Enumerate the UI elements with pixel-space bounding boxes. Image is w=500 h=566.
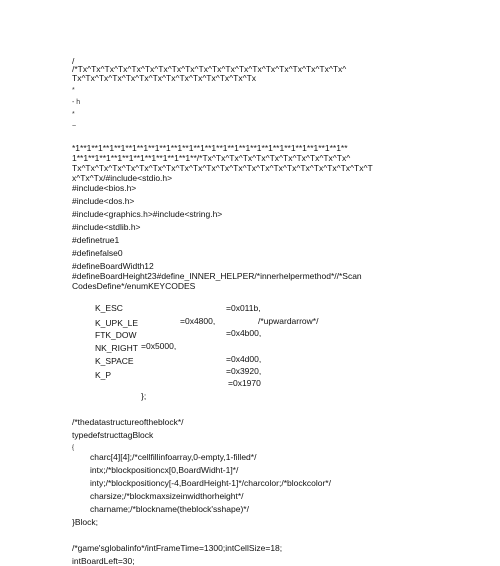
struct-field-size: charsize;/*blockmaxsizeinwidthorheight*/: [90, 491, 244, 501]
struct-field-name: charname;/*blockname(theblock'sshape)*/: [90, 504, 249, 514]
stars-line-1: *1**1**1**1**1**1**1**1**1**1**1**1**1**1**1**1**1**1**1**1**1**1**1**1**: [72, 143, 348, 153]
include-dos: #include<dos.h>: [72, 196, 135, 206]
enum-k-p-value: =0x3920,: [226, 366, 262, 376]
enum-k-space-value: =0x4d00,: [226, 354, 262, 364]
struct-field-y: inty;/*blockpositioncy[-4,BoardHeight-1]*/charcolor;/*blockcolor*/: [90, 478, 331, 488]
define-boardwidth: #defineBoardWidth12: [72, 261, 154, 271]
stars-line-3: Tx^Tx^Tx^Tx^Tx^Tx^Tx^Tx^Tx^Tx^Tx^Tx^Tx^Tx^Tx^Tx^Tx^Tx^Tx^Tx^Tx^Tx^T: [72, 163, 373, 173]
struct-field-x: intx;/*blockpositioncx[0,BoardWidht-1]*/: [90, 465, 239, 475]
enum-k-up-value: =0x4800,: [180, 316, 216, 326]
struct-close: }Block;: [72, 517, 98, 527]
enum-k-up: K_UPK_LE: [95, 318, 138, 328]
define-true: #definetrue1: [72, 235, 120, 245]
mark-1: *: [72, 87, 75, 94]
enum-k-up-comment: /*upwardarrow*/: [258, 316, 319, 326]
globals-line-1: /*game'sglobalinfo*/intFrameTime=1300;intCellSize=18;: [72, 543, 283, 553]
enum-extra-value: =0x1970: [228, 378, 261, 388]
mark-2: - h: [72, 99, 81, 106]
enum-k-right-value: =0x5000,: [141, 341, 177, 351]
header-slash: /: [72, 56, 75, 66]
globals-line-2: intBoardLeft=30;: [72, 556, 135, 566]
enum-k-right: NK_RIGHT: [95, 343, 138, 353]
define-boardheight: #defineBoardHeight23#define_INNER_HELPER/*innerhelpermethod*//*Scan CodesDefine*/enumKEYCODES: [72, 271, 362, 291]
enum-k-down: FTK_DOW: [95, 330, 137, 340]
struct-field-c: charc[4][4];/*cellfillinfoarray,0-empty,1-filled*/: [90, 452, 257, 462]
stars-line-4: x^Tx^Tx/#include<stdio.h>: [72, 173, 173, 183]
mark-4: ~: [72, 123, 77, 130]
include-stdlib: #include<stdlib.h>: [72, 222, 141, 232]
include-bios: #include<bios.h>: [72, 183, 137, 193]
header-line-1: /*Tx^Tx^Tx^Tx^Tx^Tx^Tx^Tx^Tx^Tx^Tx^Tx^Tx^Tx^Tx^Tx^Tx^Tx^Tx^Tx^: [72, 64, 347, 74]
stars-line-2: 1**1**1**1**1**1**1**1**1**1**1**/*Tx^Tx^Tx^Tx^Tx^Tx^Tx^Tx^Tx^Tx^Tx^: [72, 153, 351, 163]
enum-k-p: K_P: [95, 370, 112, 380]
struct-open-brace: {: [72, 445, 75, 451]
enum-k-esc-value: =0x011b,: [226, 303, 261, 313]
include-graphics: #include<graphics.h>#include<string.h>: [72, 209, 223, 219]
enum-k-space: K_SPACE: [95, 356, 134, 366]
enum-k-down-value: =0x4b00,: [226, 328, 262, 338]
enum-k-esc: K_ESC: [95, 303, 123, 313]
mark-3: *: [72, 111, 75, 118]
struct-typedef: typedefstructtagBlock: [72, 430, 154, 440]
enum-close: };: [141, 391, 147, 401]
struct-comment: /*thedatastructureoftheblock*/: [72, 417, 184, 427]
header-line-2: Tx^Tx^Tx^Tx^Tx^Tx^Tx^Tx^Tx^Tx^Tx^Tx^Tx^Tx: [72, 73, 257, 83]
define-false: #definefalse0: [72, 248, 123, 258]
